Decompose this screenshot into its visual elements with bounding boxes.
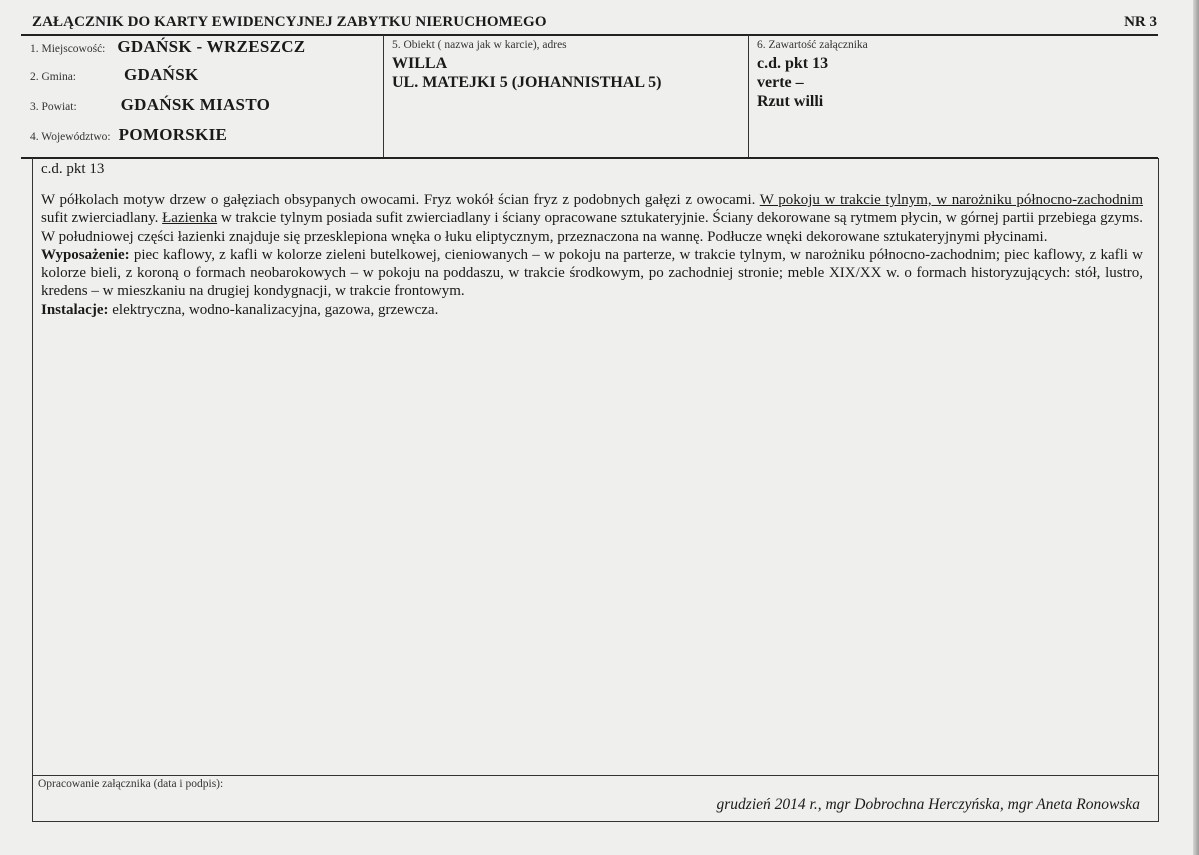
column-divider <box>383 35 384 157</box>
object-address: UL. MATEJKI 5 (JOHANNISTHAL 5) <box>392 74 662 91</box>
commune-row <box>30 65 199 85</box>
column-divider <box>748 35 749 157</box>
attachment-number: NR 3 <box>1124 14 1157 30</box>
paragraph-description <box>41 191 1143 246</box>
equipment-heading: Wyposażenie: <box>41 246 130 263</box>
county-row <box>30 95 270 115</box>
voivodeship-row <box>30 125 227 145</box>
commune-label: 2. Gmina: <box>30 71 76 83</box>
installations-heading: Instalacje: <box>41 301 109 318</box>
section-heading: c.d. pkt 13 <box>41 161 105 177</box>
object-box <box>385 35 745 157</box>
prepared-by-label: Opracowanie załącznika (data i podpis): <box>38 778 224 790</box>
contents-box <box>750 35 1155 157</box>
text-run: sufit zwierciadlany. <box>41 210 163 227</box>
installations-text: elektryczna, wodno-kanalizacyjna, gazowa, grzewcza. <box>108 301 439 318</box>
object-label: 5. Obiekt ( nazwa jak w karcie), adres <box>392 39 567 51</box>
locality-label: 1. Miejscowość: <box>30 43 106 55</box>
document-title: ZAŁĄCZNIK DO KARTY EWIDENCYJNEJ ZABYTKU NIERUCHOMEGO <box>32 14 547 30</box>
underlined-text: Łazienka <box>162 210 218 227</box>
contents-line-2: verte – <box>757 74 804 91</box>
author-signature: grudzień 2014 r., mgr Dobrochna Herczyńska, mgr Aneta Ronowska <box>716 796 1140 813</box>
voivodeship-value: POMORSKIE <box>118 125 228 144</box>
footer-rule <box>33 775 1158 776</box>
body-text <box>41 191 1143 319</box>
scan-edge <box>1193 0 1199 855</box>
location-box <box>21 35 381 157</box>
contents-line-1: c.d. pkt 13 <box>757 55 829 72</box>
contents-label: 6. Zawartość załącznika <box>757 39 868 51</box>
county-label: 3. Powiat: <box>30 101 77 113</box>
locality-value: GDAŃSK - WRZESZCZ <box>117 37 306 56</box>
underlined-text: W pokoju w trakcie tylnym, w narożniku północno-zachodnim <box>759 192 1143 208</box>
locality-row <box>30 37 305 57</box>
text-run: w trakcie tylnym posiada sufit zwierciadlany i ściany opracowane sztukateryjnie. Ściany dekorowane są rytmem płycin, w górnej partii przebiega gzyms. W południowej części łazienki znajduje się przesklepiona wnęka o łuku eliptycznym, przeznaczona na wannę. Podłucze wnęki dekorowane sztukateryjnymi płycinami. <box>41 210 1143 245</box>
voivodeship-label: 4. Województwo: <box>30 131 111 143</box>
equipment-text: piec kaflowy, z kafli w kolorze zieleni butelkowej, cieniowanych – w pokoju na parterze, w trakcie tylnym, w narożniku północno-zachodnim; piec kaflowy, z kafli w kolorze bieli, z koroną o formach neobarokowych – w pokoju na poddaszu, w trakcie środkowym, po zachodniej stronie; meble XIX/XX w. o formach historyzujących: stół, lustro, kredens – w mieszkaniu na drugiej kondygnacji, w trakcie frontowym. <box>41 246 1143 300</box>
content-frame <box>32 158 1159 822</box>
paragraph-equipment <box>41 246 1143 301</box>
contents-line-3: Rzut willi <box>757 93 824 110</box>
object-name: WILLA <box>392 55 448 72</box>
text-run: W półkolach motyw drzew o gałęziach obsypanych owocami. Fryz wokół ścian fryz z podobnych gałęzi z owocami. <box>41 192 760 208</box>
county-value: GDAŃSK MIASTO <box>120 95 271 114</box>
paragraph-installations <box>41 301 1143 319</box>
commune-value: GDAŃSK <box>124 65 199 84</box>
